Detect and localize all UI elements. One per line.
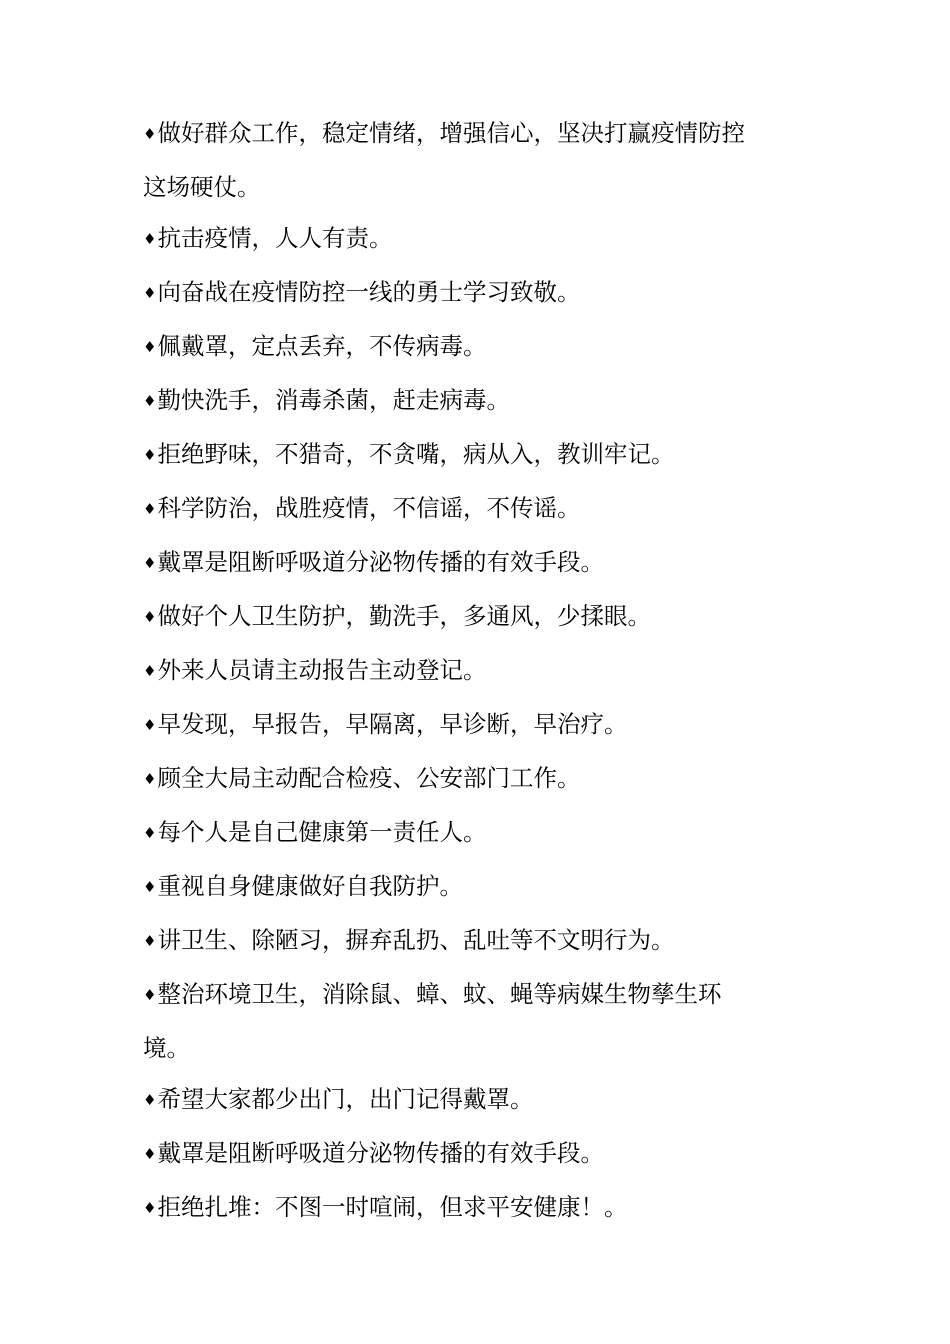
- slogan-list: [143, 108, 753, 1236]
- list-item-text: 早发现，早报告，早隔离，早诊断，早治疗。: [157, 710, 628, 738]
- list-item-text: 佩戴罩，定点丢弃，不传病毒。: [157, 332, 487, 360]
- list-item-text: 科学防治，战胜疫情，不信谣，不传谣。: [157, 494, 581, 522]
- list-item: [143, 807, 753, 861]
- list-item: [143, 267, 753, 321]
- list-item: [143, 699, 753, 753]
- list-item: [143, 915, 753, 969]
- list-item-text: 外来人员请主动报告主动登记。: [157, 656, 487, 684]
- diamond-bullet-icon: ♦: [143, 284, 157, 302]
- diamond-bullet-icon: ♦: [143, 716, 157, 734]
- diamond-bullet-icon: ♦: [143, 608, 157, 626]
- list-item-text: 戴罩是阻断呼吸道分泌物传播的有效手段。: [157, 1139, 604, 1167]
- list-item: [143, 537, 753, 591]
- list-item-text: 抗击疫情，人人有责。: [157, 224, 393, 252]
- list-item: [143, 1128, 753, 1182]
- list-item: [143, 321, 753, 375]
- diamond-bullet-icon: ♦: [143, 1091, 157, 1109]
- diamond-bullet-icon: ♦: [143, 1145, 157, 1163]
- list-item-text: 做好群众工作，稳定情绪，增强信心，坚决打赢疫情防控这场硬仗。: [143, 119, 745, 201]
- diamond-bullet-icon: ♦: [143, 662, 157, 680]
- list-item: [143, 969, 753, 1074]
- list-item: [143, 108, 753, 213]
- diamond-bullet-icon: ♦: [143, 230, 157, 248]
- diamond-bullet-icon: ♦: [143, 986, 157, 1004]
- list-item-text: 向奋战在疫情防控一线的勇士学习致敬。: [157, 278, 581, 306]
- diamond-bullet-icon: ♦: [143, 446, 157, 464]
- list-item: [143, 429, 753, 483]
- diamond-bullet-icon: ♦: [143, 932, 157, 950]
- diamond-bullet-icon: ♦: [143, 500, 157, 518]
- list-item-text: 做好个人卫生防护，勤洗手，多通风，少揉眼。: [157, 602, 651, 630]
- list-item-text: 希望大家都少出门，出门记得戴罩。: [157, 1085, 534, 1113]
- list-item-text: 戴罩是阻断呼吸道分泌物传播的有效手段。: [157, 548, 604, 576]
- diamond-bullet-icon: ♦: [143, 392, 157, 410]
- list-item-text: 重视自身健康做好自我防护。: [157, 872, 463, 900]
- diamond-bullet-icon: ♦: [143, 878, 157, 896]
- diamond-bullet-icon: ♦: [143, 824, 157, 842]
- list-item: [143, 645, 753, 699]
- list-item-text: 讲卫生、除陋习，摒弃乱扔、乱吐等不文明行为。: [157, 926, 675, 954]
- list-item-text: 拒绝野味，不猎奇，不贪嘴，病从入，教训牢记。: [157, 440, 675, 468]
- list-item: [143, 861, 753, 915]
- list-item-text: 勤快洗手，消毒杀菌，赶走病毒。: [157, 386, 510, 414]
- list-item-text: 拒绝扎堆：不图一时喧闹，但求平安健康！。: [157, 1193, 628, 1221]
- list-item: [143, 213, 753, 267]
- list-item-text: 顾全大局主动配合检疫、公安部门工作。: [157, 764, 581, 792]
- diamond-bullet-icon: ♦: [143, 770, 157, 788]
- list-item: [143, 1182, 753, 1236]
- list-item: [143, 375, 753, 429]
- diamond-bullet-icon: ♦: [143, 1199, 157, 1217]
- diamond-bullet-icon: ♦: [143, 338, 157, 356]
- list-item-text: 整治环境卫生，消除鼠、蟑、蚊、蝇等病媒生物孳生环境。: [143, 980, 722, 1062]
- diamond-bullet-icon: ♦: [143, 554, 157, 572]
- list-item: [143, 591, 753, 645]
- list-item: [143, 753, 753, 807]
- list-item: [143, 483, 753, 537]
- list-item: [143, 1074, 753, 1128]
- diamond-bullet-icon: ♦: [143, 125, 157, 143]
- list-item-text: 每个人是自己健康第一责任人。: [157, 818, 487, 846]
